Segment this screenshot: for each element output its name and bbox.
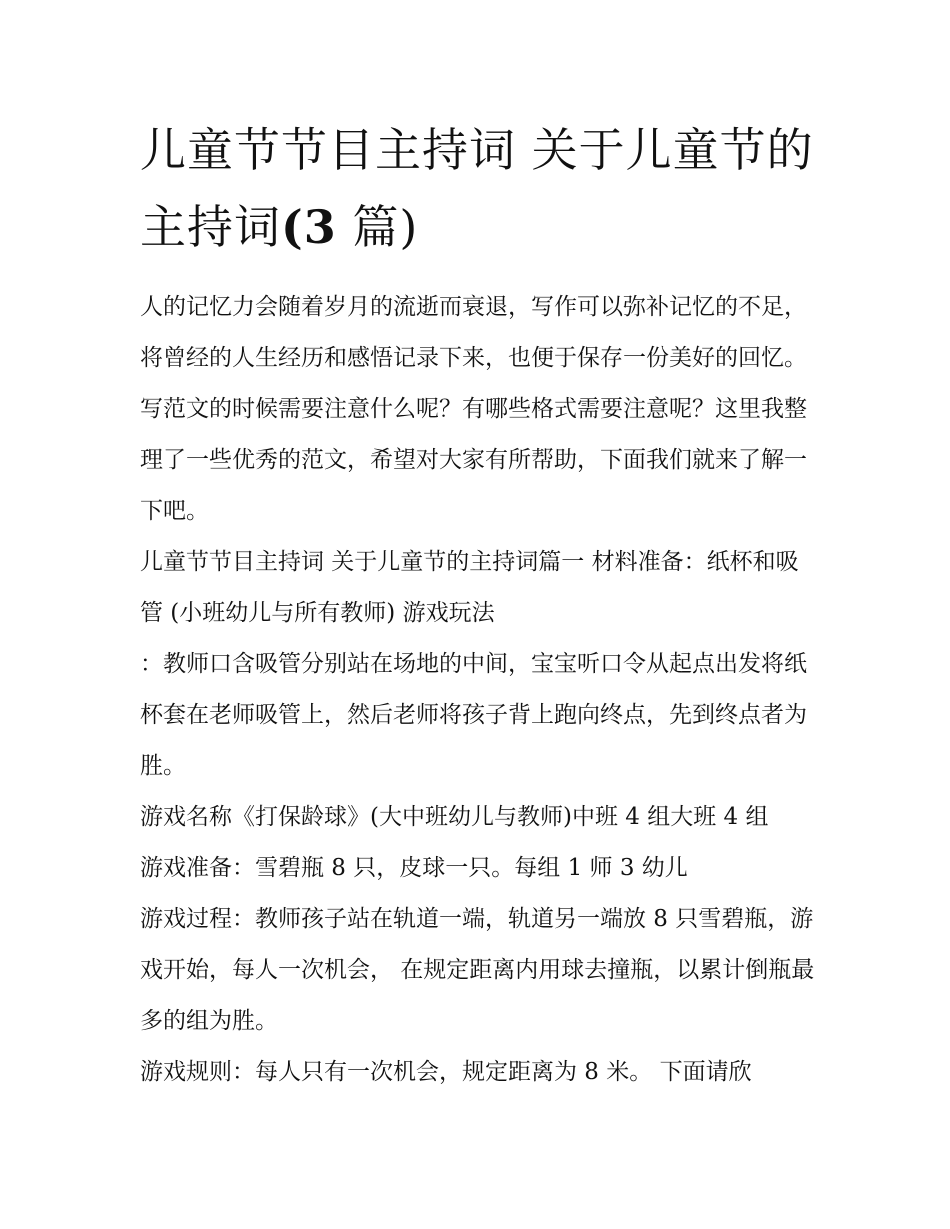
paragraph-section-one-heading: 儿童节节目主持词 关于儿童节的主持词篇一 材料准备：纸杯和吸管 (小班幼儿与所有教师) 游戏玩法: [140, 549, 799, 626]
title-suffix: 篇): [336, 200, 419, 254]
title-text: 儿童节节目主持词 关于儿童节的主持词: [140, 123, 814, 254]
paragraph-game-process: 游戏过程：教师孩子站在轨道一端，轨道另一端放 8 只雪碧瓶，游戏开始，每人一次机会， 在规定距离内用球去撞瓶，以累计倒瓶最多的组为胜。: [140, 906, 815, 1034]
document-title: [140, 112, 820, 266]
paragraph-game-preparation: 游戏准备：雪碧瓶 8 只，皮球一只。每组 1 师 3 幼儿: [140, 855, 688, 881]
title-count: (3: [281, 200, 337, 254]
paragraph-game-rules: 游戏规则：每人只有一次机会，规定距离为 8 米。 下面请欣: [140, 1059, 752, 1085]
paragraph-game-name: 游戏名称《打保龄球》(大中班幼儿与教师)中班 4 组大班 4 组: [140, 804, 769, 830]
paragraph-intro: 人的记忆力会随着岁月的流逝而衰退，写作可以弥补记忆的不足，将曾经的人生经历和感悟记录下来，也便于保存一份美好的回忆。写范文的时候需要注意什么呢？有哪些格式需要注意呢？这里我整理了一些优秀的范文，希望对大家有所帮助，下面我们就来了解一下吧。: [140, 294, 807, 524]
document-content: [140, 112, 820, 1098]
paragraph-game-method: ：教师口含吸管分别站在场地的中间，宝宝听口令从起点出发将纸杯套在老师吸管上，然后老师将孩子背上跑向终点，先到终点者为胜。: [140, 651, 807, 779]
document-body: [140, 282, 820, 1098]
